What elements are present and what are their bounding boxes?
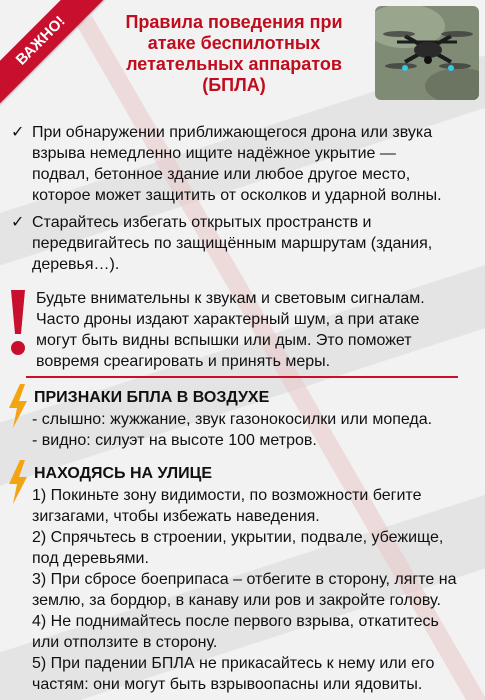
street-heading: НАХОДЯСЬ НА УЛИЦЕ bbox=[34, 465, 212, 482]
bullet-avoid-open: Старайтесь избегать открытых пространств и передвигайтесь по защищённым маршрутам (здания, деревья…). bbox=[32, 214, 433, 273]
drone-image bbox=[375, 6, 479, 100]
check-icon: ✓ bbox=[11, 214, 25, 231]
important-ribbon: ВАЖНО! bbox=[0, 0, 105, 105]
exclamation-icon bbox=[8, 288, 28, 363]
signs-list: - слышно: жужжание, звук газонокосилки или мопеда. - видно: силуэт на высоте 100 метров. bbox=[32, 411, 433, 449]
warning-text: Будьте внимательны к звукам и световым сигналам. Часто дроны издают характерный шум, а при атаке могут быть видны вспышки или дым. Это поможет вовремя среагировать и принять меры. bbox=[36, 290, 425, 370]
page-title: Правила поведения при атаке беспилотных летательных аппаратов (БПЛА) bbox=[125, 12, 343, 95]
lightning-icon bbox=[6, 384, 30, 428]
bullet-shelter: При обнаружении приближающегося дрона или звука взрыва немедленно ищите надёжное укрытие — подвал, бетонное здание или любое другое место, которое может защитить от осколков и ударной волны. bbox=[32, 124, 442, 204]
lightning-icon bbox=[6, 460, 30, 504]
street-list: 1) Покиньте зону видимости, по возможности бегите зигзагами, чтобы избежать наведения. 2) Спрячьтесь в строении, укрытии, подвале, убежище, под деревьями. 3) При сбросе боеприпаса – отбегите в сторону, лягте на землю, за бордюр, в канаву или ров и закройте голову. 4) Не поднимайтесь после первого взрыва, откатитесь или отползите в сторону. 5) При падении БПЛА не прикасайтесь к нему или его частям: они могут быть взрывоопасны или ядовиты. bbox=[32, 487, 457, 693]
signs-heading: ПРИЗНАКИ БПЛА В ВОЗДУХЕ bbox=[34, 389, 270, 406]
check-icon: ✓ bbox=[11, 124, 25, 141]
section-divider bbox=[26, 376, 458, 378]
